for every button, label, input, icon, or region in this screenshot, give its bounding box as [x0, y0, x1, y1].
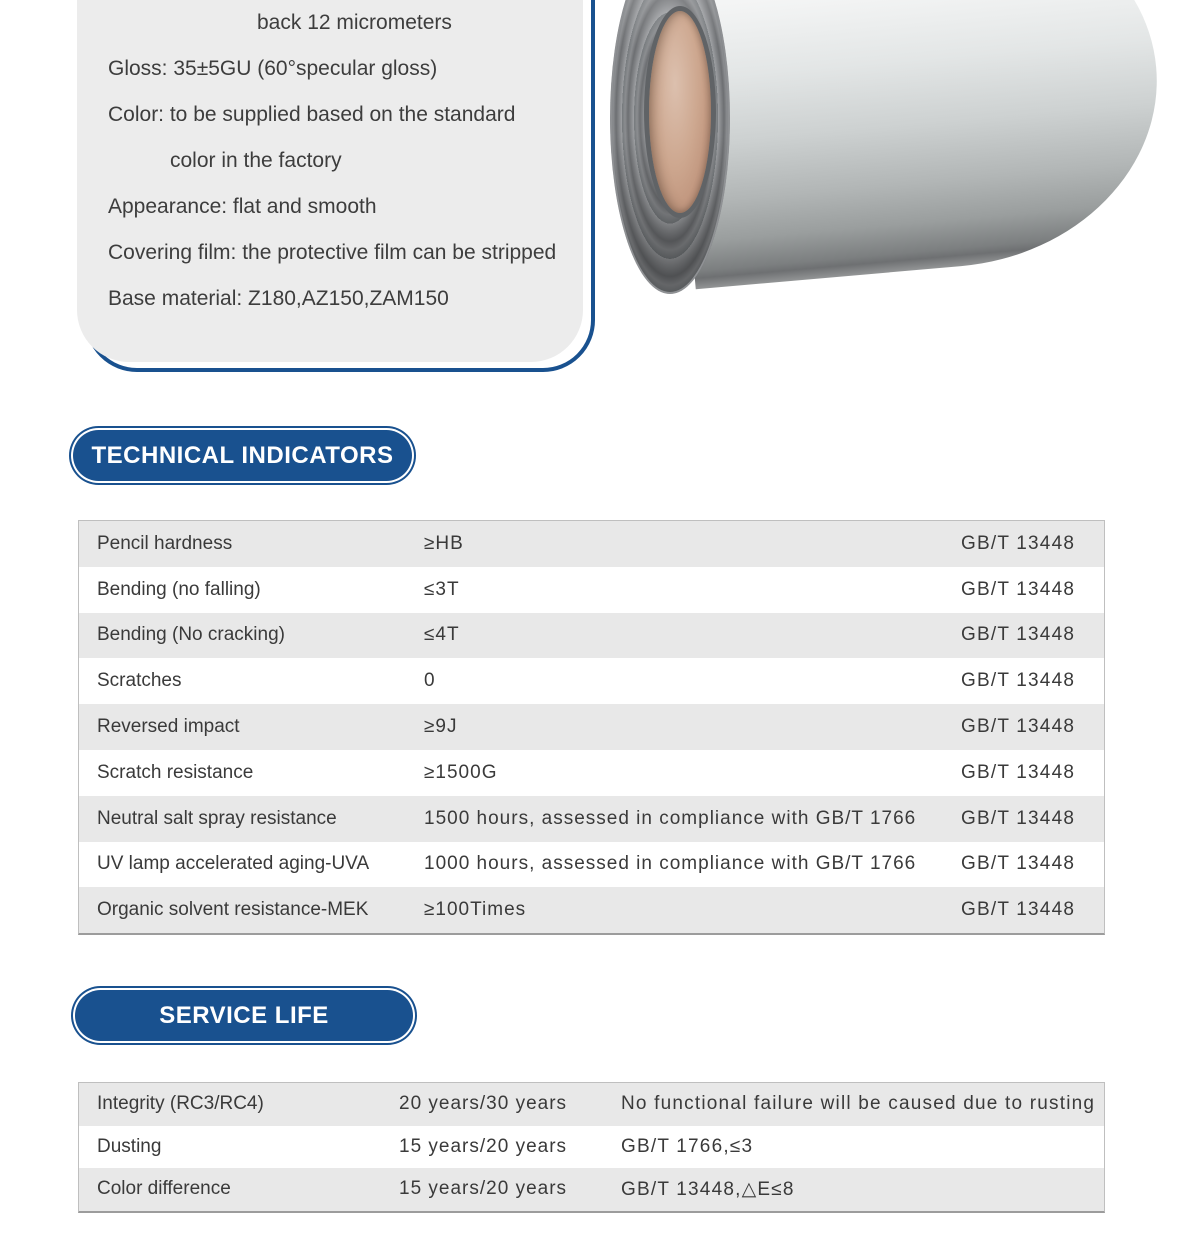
steel-coil-image [600, 0, 1165, 355]
item-cell: UV lamp accelerated aging-UVA [97, 853, 370, 875]
item-cell: Organic solvent resistance-MEK [97, 899, 369, 921]
spec-line: color in the factory [170, 149, 342, 172]
coil-core [644, 6, 716, 218]
spec-line: back 12 micrometers [257, 11, 452, 34]
spec-line: Base material: Z180,AZ150,ZAM150 [108, 287, 449, 310]
table-row [79, 1083, 1104, 1126]
standard-cell: GB/T 13448,△E≤8 [621, 1178, 795, 1200]
value-cell: ≤4T [424, 624, 460, 646]
technical-indicators-table [78, 520, 1105, 935]
standard-cell: No functional failure will be caused due to rusting [621, 1093, 1096, 1115]
table-row [79, 750, 1104, 796]
standard-cell: GB/T 13448 [961, 716, 1076, 738]
section-badge-label: SERVICE LIFE [159, 1001, 329, 1029]
item-cell: Scratch resistance [97, 761, 254, 783]
item-cell: Neutral salt spray resistance [97, 807, 337, 829]
standard-cell: GB/T 13448 [961, 853, 1076, 875]
item-cell: Integrity (RC3/RC4) [97, 1093, 264, 1115]
standard-cell: GB/T 13448 [961, 761, 1076, 783]
standard-cell: GB/T 13448 [961, 670, 1076, 692]
service-life-table [78, 1082, 1105, 1213]
standard-cell: GB/T 13448 [961, 807, 1076, 829]
value-cell: ≥1500G [424, 761, 498, 783]
product-spec-text [108, 0, 588, 322]
value-cell: 20 years/30 years [399, 1093, 568, 1115]
value-cell: ≥HB [424, 532, 464, 554]
value-cell: 1000 hours, assessed in compliance with GB/T 1766 [424, 853, 917, 875]
table-row [79, 567, 1104, 613]
value-cell: ≥100Times [424, 899, 527, 921]
section-badge-technical-indicators [73, 430, 412, 481]
coil-body [664, 0, 1165, 289]
value-cell: 0 [424, 670, 436, 692]
item-cell: Reversed impact [97, 716, 240, 738]
item-cell: Bending (no falling) [97, 578, 261, 600]
standard-cell: GB/T 1766,≤3 [621, 1135, 754, 1157]
spec-line: Color: to be supplied based on the standard [108, 103, 516, 126]
spec-line: Covering film: the protective film can be stripped [108, 241, 557, 264]
table-row [79, 613, 1104, 659]
table-row [79, 1168, 1104, 1211]
standard-cell: GB/T 13448 [961, 532, 1076, 554]
standard-cell: GB/T 13448 [961, 578, 1076, 600]
value-cell: ≥9J [424, 716, 458, 738]
value-cell: 1500 hours, assessed in compliance with GB/T 1766 [424, 807, 917, 829]
item-cell: Dusting [97, 1135, 162, 1157]
standard-cell: GB/T 13448 [961, 624, 1076, 646]
table-row [79, 1126, 1104, 1169]
item-cell: Color difference [97, 1178, 231, 1200]
value-cell: 15 years/20 years [399, 1135, 568, 1157]
table-row [79, 658, 1104, 704]
table-row [79, 796, 1104, 842]
value-cell: ≤3T [424, 578, 460, 600]
table-row [79, 704, 1104, 750]
table-row [79, 521, 1104, 567]
spec-line: Gloss: 35±5GU (60°specular gloss) [108, 57, 438, 80]
table-row [79, 842, 1104, 888]
section-badge-service-life [75, 990, 413, 1041]
table-row [79, 887, 1104, 933]
value-cell: 15 years/20 years [399, 1178, 568, 1200]
standard-cell: GB/T 13448 [961, 899, 1076, 921]
item-cell: Pencil hardness [97, 532, 233, 554]
item-cell: Bending (No cracking) [97, 624, 285, 646]
section-badge-label: TECHNICAL INDICATORS [91, 441, 394, 469]
spec-line: Appearance: flat and smooth [108, 195, 377, 218]
item-cell: Scratches [97, 670, 182, 692]
